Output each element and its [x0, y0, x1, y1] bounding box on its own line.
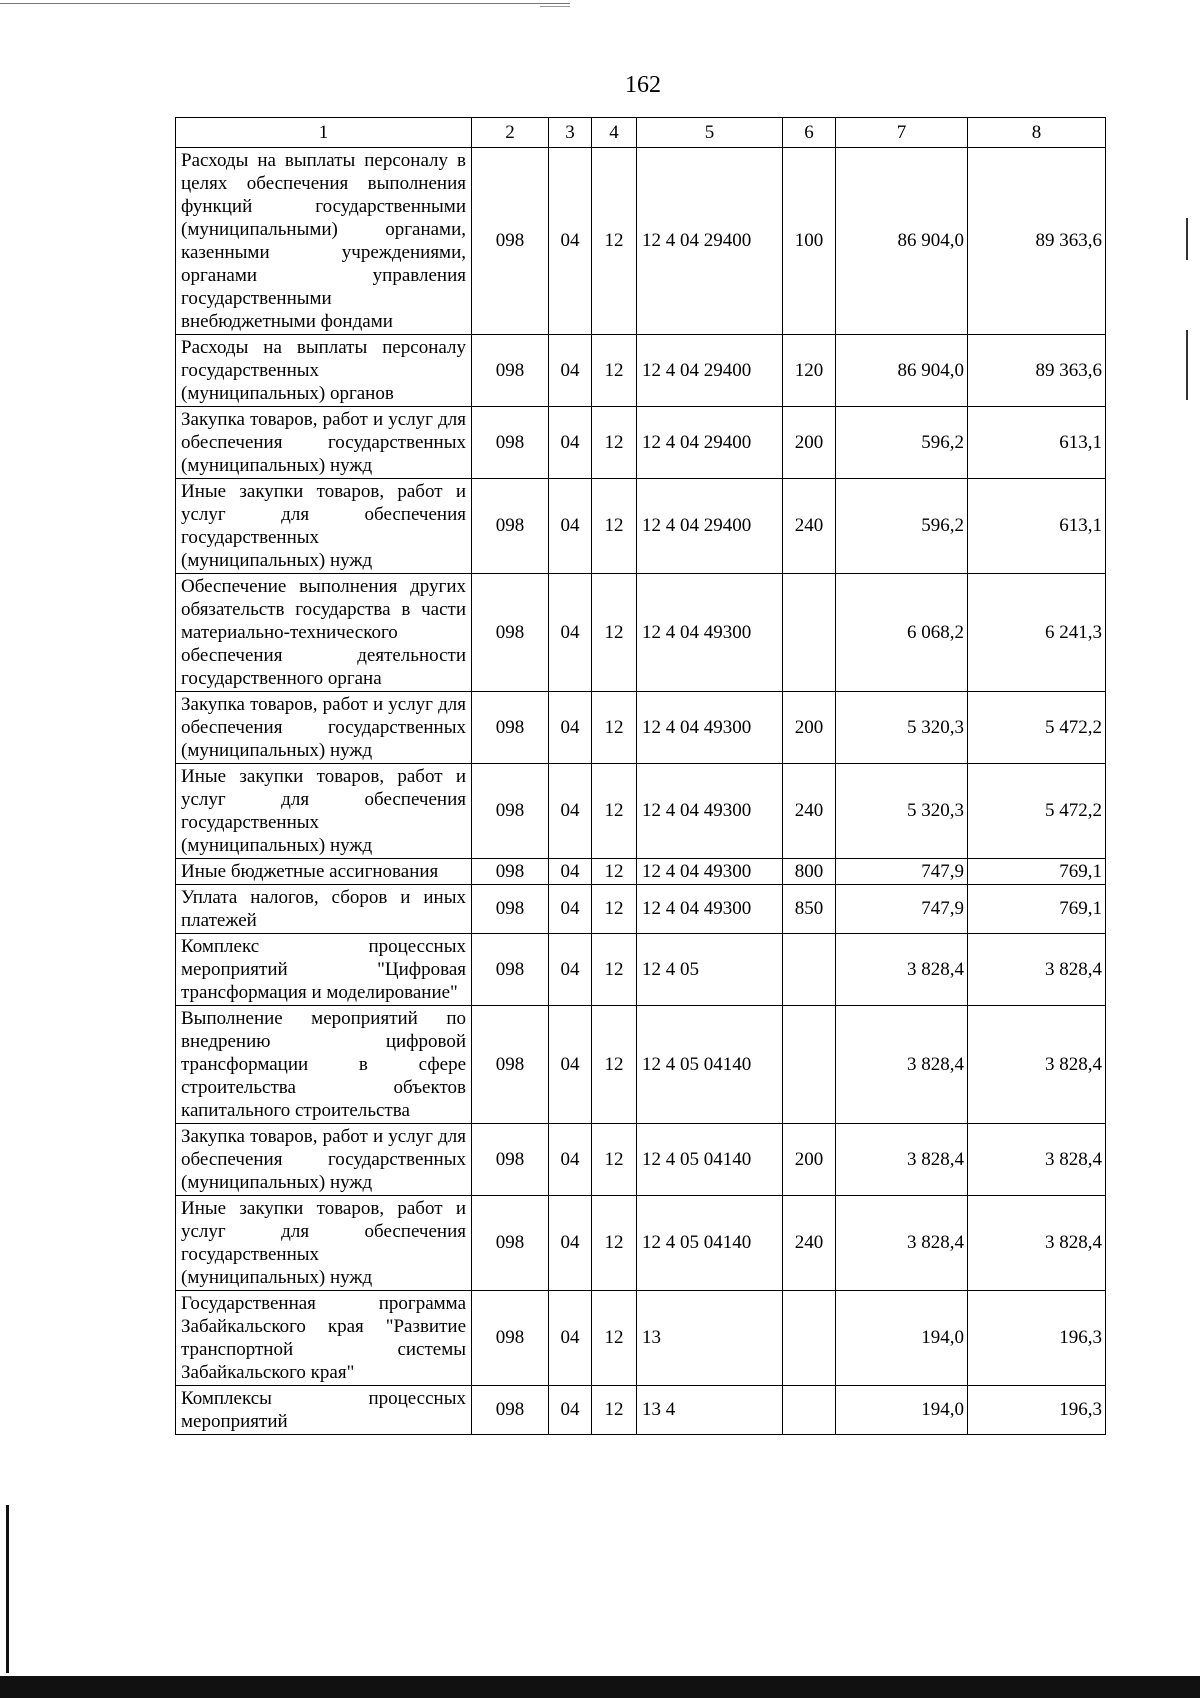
amount-col-8: 613,1 [968, 407, 1106, 479]
admin-code: 098 [472, 148, 549, 335]
column-header: 7 [836, 118, 968, 148]
scan-edge-bottom [0, 1676, 1200, 1698]
budget-table [175, 117, 1106, 1435]
subsection-code: 12 [592, 335, 637, 407]
amount-col-7: 194,0 [836, 1291, 968, 1386]
expense-type-code [783, 1291, 836, 1386]
amount-col-8: 3 828,4 [968, 1124, 1106, 1196]
target-article-code: 12 4 04 49300 [637, 692, 783, 764]
expense-type-code: 200 [783, 407, 836, 479]
table-row [176, 479, 1106, 574]
column-header: 2 [472, 118, 549, 148]
section-code: 04 [549, 764, 592, 859]
expense-type-code [783, 1386, 836, 1435]
row-name: Закупка товаров, работ и услуг для обеспечения государственных (муниципальных) нужд [176, 407, 472, 479]
section-code: 04 [549, 692, 592, 764]
section-code: 04 [549, 859, 592, 885]
amount-col-7: 86 904,0 [836, 335, 968, 407]
expense-type-code: 200 [783, 1124, 836, 1196]
scan-edge-top [0, 3, 570, 4]
amount-col-7: 6 068,2 [836, 574, 968, 692]
amount-col-7: 3 828,4 [836, 1124, 968, 1196]
amount-col-7: 747,9 [836, 859, 968, 885]
expense-type-code: 240 [783, 1196, 836, 1291]
scan-edge-left [6, 1505, 9, 1673]
column-header: 6 [783, 118, 836, 148]
row-name: Иные закупки товаров, работ и услуг для обеспечения государственных (муниципальных) нужд [176, 1196, 472, 1291]
table-header-row [176, 118, 1106, 148]
admin-code: 098 [472, 1291, 549, 1386]
subsection-code: 12 [592, 407, 637, 479]
amount-col-8: 3 828,4 [968, 934, 1106, 1006]
amount-col-7: 596,2 [836, 479, 968, 574]
admin-code: 098 [472, 764, 549, 859]
amount-col-8: 5 472,2 [968, 764, 1106, 859]
subsection-code: 12 [592, 934, 637, 1006]
amount-col-7: 5 320,3 [836, 692, 968, 764]
column-header: 8 [968, 118, 1106, 148]
column-header: 4 [592, 118, 637, 148]
amount-col-7: 86 904,0 [836, 148, 968, 335]
subsection-code: 12 [592, 1006, 637, 1124]
row-name: Уплата налогов, сборов и иных платежей [176, 885, 472, 934]
table-row [176, 1386, 1106, 1435]
subsection-code: 12 [592, 1124, 637, 1196]
admin-code: 098 [472, 859, 549, 885]
amount-col-7: 3 828,4 [836, 1006, 968, 1124]
section-code: 04 [549, 1124, 592, 1196]
row-name: Закупка товаров, работ и услуг для обеспечения государственных (муниципальных) нужд [176, 1124, 472, 1196]
target-article-code: 13 4 [637, 1386, 783, 1435]
section-code: 04 [549, 1291, 592, 1386]
table-row [176, 574, 1106, 692]
row-name: Расходы на выплаты персоналу в целях обеспечения выполнения функций государственными (муниципальными) органами, казенными учреждениями, органами управления государственными внебюджетными фондами [176, 148, 472, 335]
table-row [176, 885, 1106, 934]
section-code: 04 [549, 335, 592, 407]
admin-code: 098 [472, 1124, 549, 1196]
subsection-code: 12 [592, 1386, 637, 1435]
row-name: Комплекс процессных мероприятий "Цифровая трансформация и моделирование" [176, 934, 472, 1006]
expense-type-code: 200 [783, 692, 836, 764]
subsection-code: 12 [592, 692, 637, 764]
amount-col-7: 3 828,4 [836, 1196, 968, 1291]
amount-col-8: 196,3 [968, 1386, 1106, 1435]
admin-code: 098 [472, 934, 549, 1006]
target-article-code: 12 4 04 49300 [637, 764, 783, 859]
target-article-code: 12 4 04 29400 [637, 335, 783, 407]
column-header: 3 [549, 118, 592, 148]
amount-col-8: 3 828,4 [968, 1196, 1106, 1291]
amount-col-8: 5 472,2 [968, 692, 1106, 764]
row-name: Иные бюджетные ассигнования [176, 859, 472, 885]
expense-type-code: 120 [783, 335, 836, 407]
expense-type-code: 100 [783, 148, 836, 335]
amount-col-8: 196,3 [968, 1291, 1106, 1386]
subsection-code: 12 [592, 148, 637, 335]
section-code: 04 [549, 479, 592, 574]
row-name: Обеспечение выполнения других обязательств государства в части материально-технического обеспечения деятельности государственного органа [176, 574, 472, 692]
row-name: Иные закупки товаров, работ и услуг для обеспечения государственных (муниципальных) нужд [176, 479, 472, 574]
scan-edge-top-fragment [540, 6, 570, 7]
section-code: 04 [549, 1006, 592, 1124]
target-article-code: 12 4 04 49300 [637, 885, 783, 934]
amount-col-8: 89 363,6 [968, 335, 1106, 407]
subsection-code: 12 [592, 1196, 637, 1291]
target-article-code: 12 4 05 04140 [637, 1196, 783, 1291]
subsection-code: 12 [592, 764, 637, 859]
expense-type-code [783, 934, 836, 1006]
row-name: Выполнение мероприятий по внедрению цифровой трансформации в сфере строительства объектов капитального строительства [176, 1006, 472, 1124]
amount-col-8: 613,1 [968, 479, 1106, 574]
target-article-code: 12 4 04 49300 [637, 574, 783, 692]
expense-type-code [783, 574, 836, 692]
section-code: 04 [549, 885, 592, 934]
scan-mark-right [1186, 330, 1188, 400]
table-row [176, 692, 1106, 764]
amount-col-8: 769,1 [968, 885, 1106, 934]
admin-code: 098 [472, 692, 549, 764]
table-row [176, 764, 1106, 859]
subsection-code: 12 [592, 479, 637, 574]
admin-code: 098 [472, 1006, 549, 1124]
amount-col-8: 6 241,3 [968, 574, 1106, 692]
row-name: Государственная программа Забайкальского края "Развитие транспортной системы Забайкальского края" [176, 1291, 472, 1386]
table-row [176, 1124, 1106, 1196]
expense-type-code [783, 1006, 836, 1124]
page-number: 162 [625, 72, 661, 98]
section-code: 04 [549, 934, 592, 1006]
amount-col-8: 89 363,6 [968, 148, 1106, 335]
column-header: 5 [637, 118, 783, 148]
row-name: Закупка товаров, работ и услуг для обеспечения государственных (муниципальных) нужд [176, 692, 472, 764]
admin-code: 098 [472, 479, 549, 574]
admin-code: 098 [472, 885, 549, 934]
section-code: 04 [549, 407, 592, 479]
expense-type-code: 850 [783, 885, 836, 934]
amount-col-7: 596,2 [836, 407, 968, 479]
target-article-code: 12 4 05 04140 [637, 1006, 783, 1124]
table-row [176, 934, 1106, 1006]
target-article-code: 12 4 04 29400 [637, 407, 783, 479]
expense-type-code: 240 [783, 479, 836, 574]
table-row [176, 148, 1106, 335]
section-code: 04 [549, 148, 592, 335]
target-article-code: 12 4 04 29400 [637, 148, 783, 335]
scan-mark-right [1186, 218, 1188, 260]
admin-code: 098 [472, 574, 549, 692]
target-article-code: 12 4 05 04140 [637, 1124, 783, 1196]
subsection-code: 12 [592, 885, 637, 934]
admin-code: 098 [472, 1196, 549, 1291]
amount-col-8: 3 828,4 [968, 1006, 1106, 1124]
amount-col-7: 747,9 [836, 885, 968, 934]
table-row [176, 407, 1106, 479]
table-row [176, 335, 1106, 407]
amount-col-7: 194,0 [836, 1386, 968, 1435]
expense-type-code: 240 [783, 764, 836, 859]
section-code: 04 [549, 574, 592, 692]
target-article-code: 12 4 04 49300 [637, 859, 783, 885]
section-code: 04 [549, 1386, 592, 1435]
target-article-code: 12 4 04 29400 [637, 479, 783, 574]
row-name: Расходы на выплаты персоналу государственных (муниципальных) органов [176, 335, 472, 407]
column-header: 1 [176, 118, 472, 148]
amount-col-8: 769,1 [968, 859, 1106, 885]
admin-code: 098 [472, 407, 549, 479]
target-article-code: 13 [637, 1291, 783, 1386]
expense-type-code: 800 [783, 859, 836, 885]
table-row [176, 1006, 1106, 1124]
table-row [176, 859, 1106, 885]
amount-col-7: 3 828,4 [836, 934, 968, 1006]
subsection-code: 12 [592, 574, 637, 692]
row-name: Иные закупки товаров, работ и услуг для обеспечения государственных (муниципальных) нужд [176, 764, 472, 859]
subsection-code: 12 [592, 859, 637, 885]
amount-col-7: 5 320,3 [836, 764, 968, 859]
admin-code: 098 [472, 1386, 549, 1435]
subsection-code: 12 [592, 1291, 637, 1386]
table-row [176, 1291, 1106, 1386]
target-article-code: 12 4 05 [637, 934, 783, 1006]
row-name: Комплексы процессных мероприятий [176, 1386, 472, 1435]
table-row [176, 1196, 1106, 1291]
admin-code: 098 [472, 335, 549, 407]
section-code: 04 [549, 1196, 592, 1291]
